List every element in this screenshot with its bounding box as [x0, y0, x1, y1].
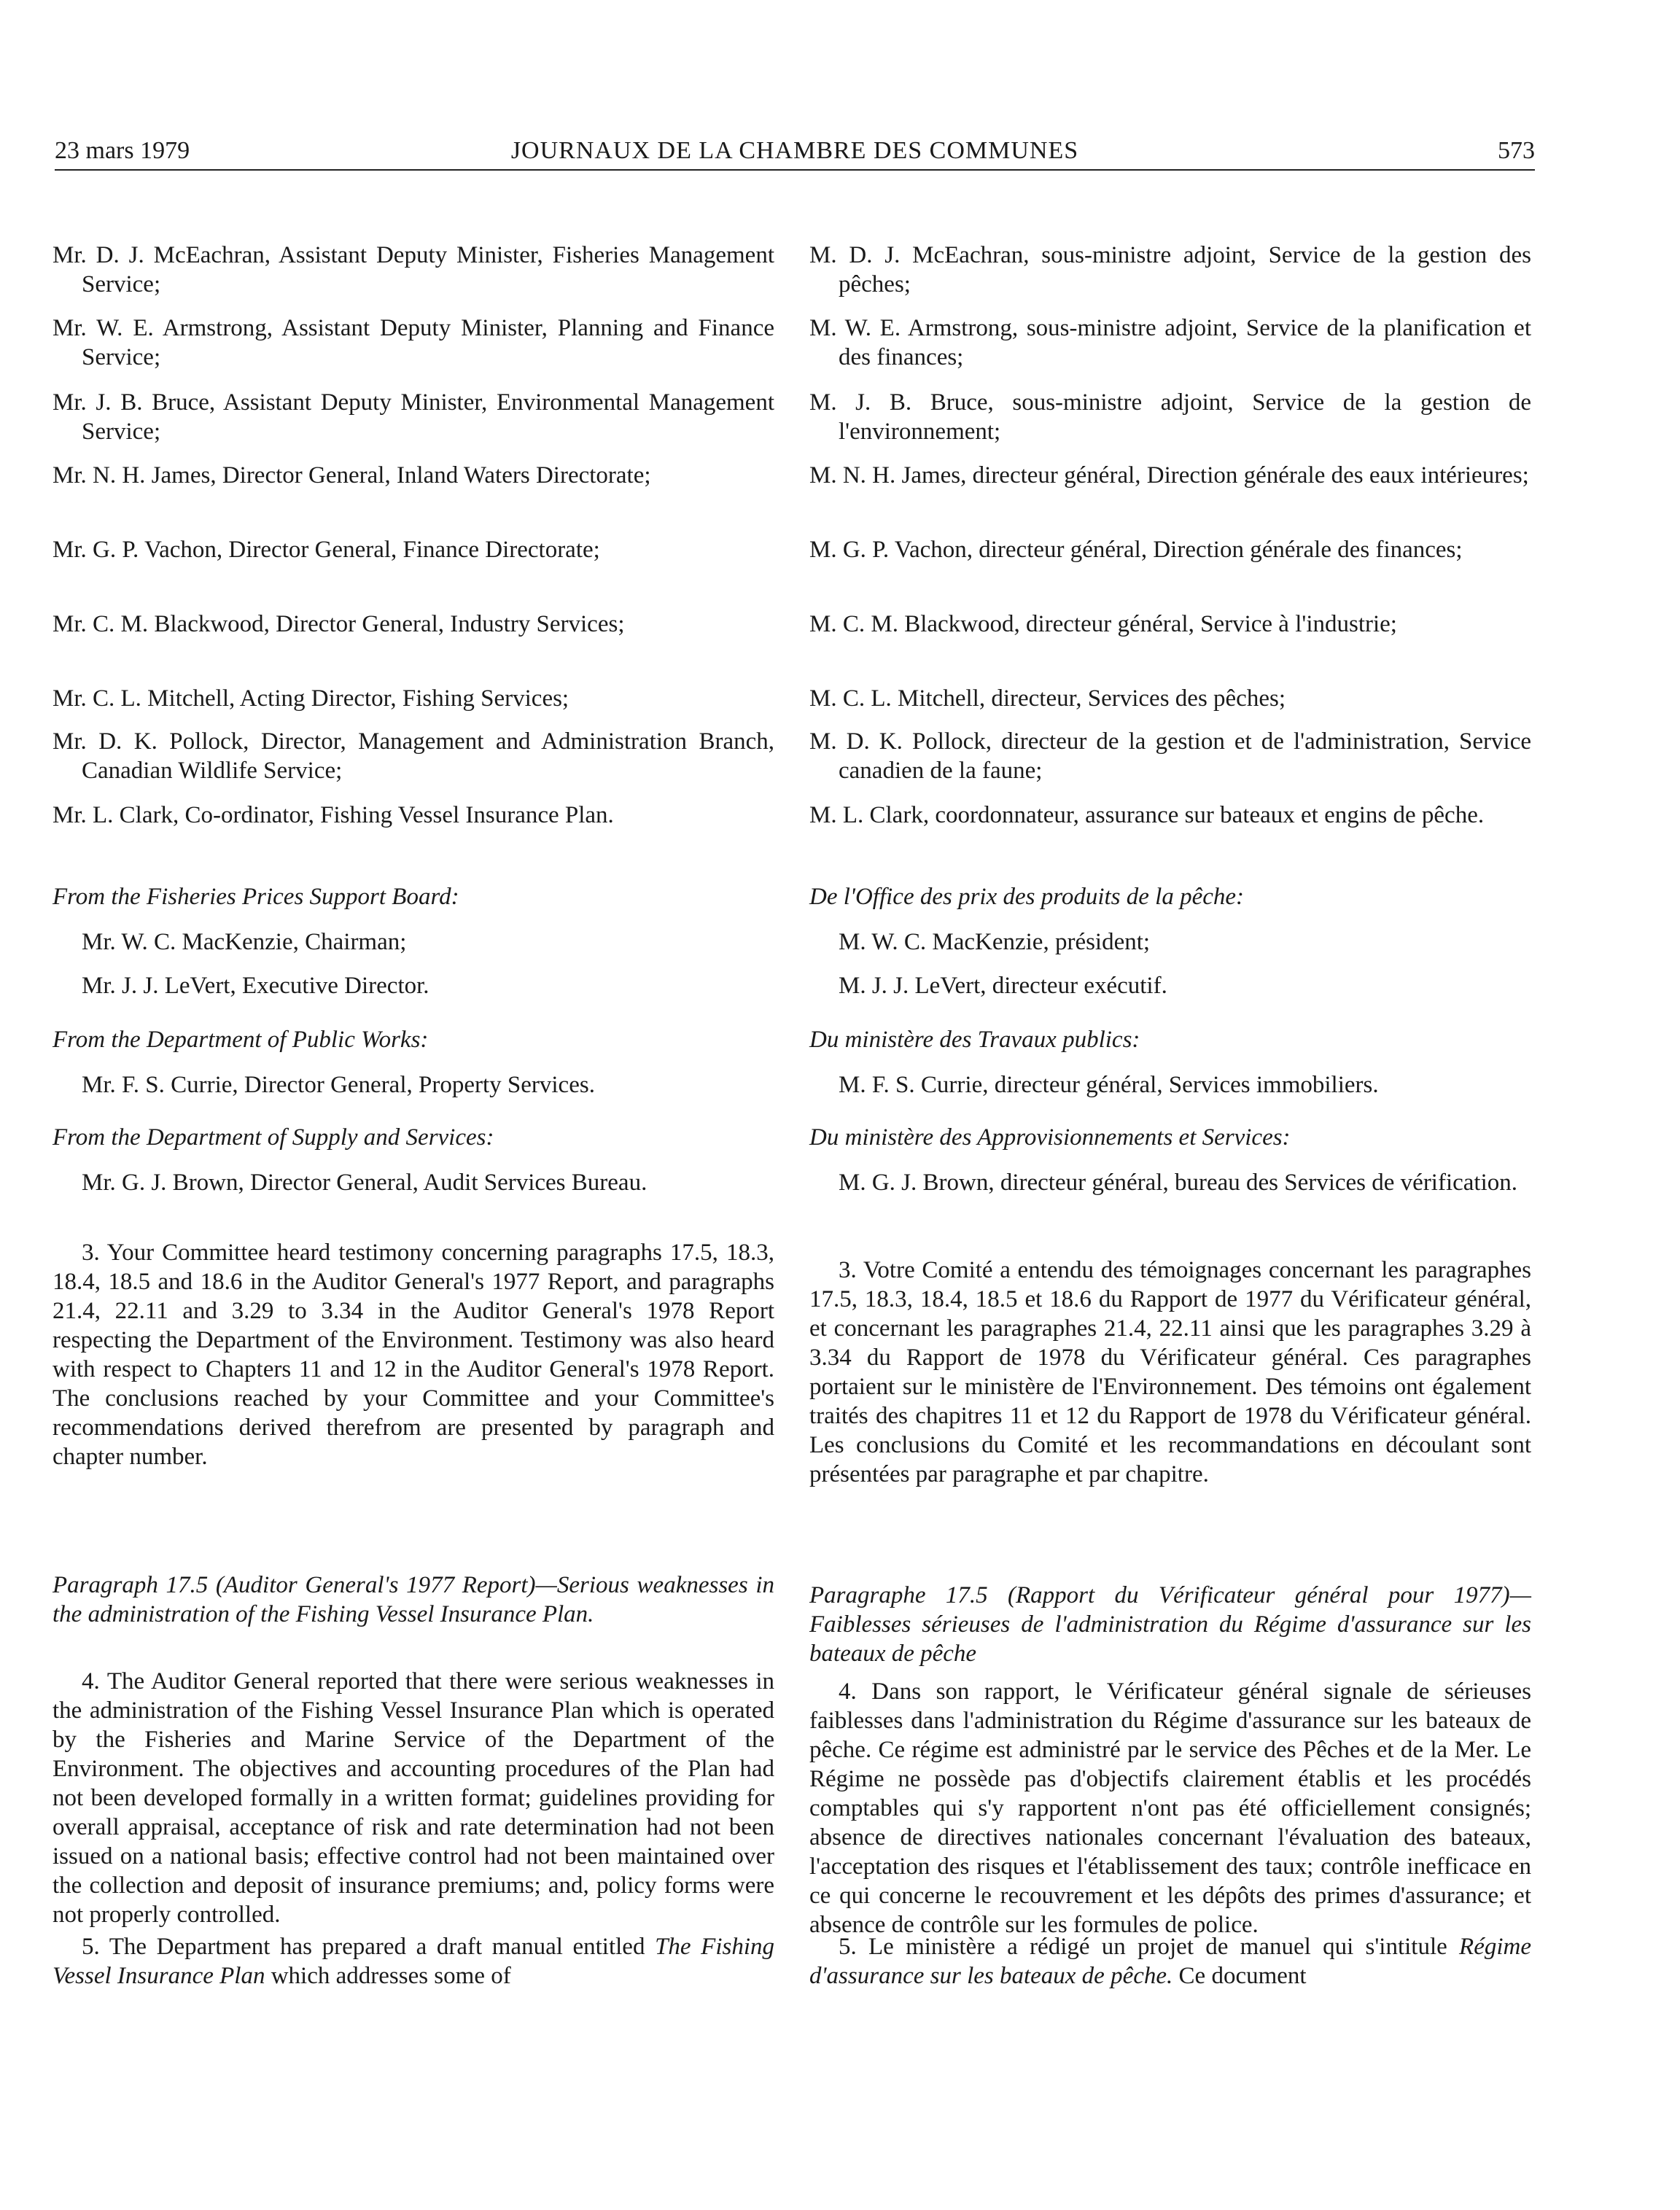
running-header	[55, 133, 1535, 171]
section-heading: From the Department of Supply and Services:	[52, 1124, 494, 1151]
witness-entry: M. J. B. Bruce, sous-ministre adjoint, Service de la gestion de l'environnement;	[809, 389, 1531, 445]
witness-entry: M. G. P. Vachon, directeur général, Direction générale des finances;	[809, 537, 1463, 563]
witness-entry: Mr. J. B. Bruce, Assistant Deputy Minister, Environmental Management Service;	[52, 389, 774, 445]
witness-entry: Mr. C. L. Mitchell, Acting Director, Fishing Services;	[52, 685, 569, 712]
paragraph-5: 5. The Department has prepared a draft manual entitled The Fishing Vessel Insurance Plan which addresses some of	[52, 1934, 774, 1989]
paragraph-5: 5. Le ministère a rédigé un projet de manuel qui s'intitule Régime d'assurance sur les bateaux de pêche. Ce document	[809, 1934, 1531, 1989]
witness-entry: M. J. J. LeVert, directeur exécutif.	[839, 973, 1167, 999]
paragraph-3: 3. Your Committee heard testimony concerning paragraphs 17.5, 18.3, 18.4, 18.5 and 18.6 in the Auditor General's 1977 Report, and paragraphs 21.4, 22.11 and 3.29 to 3.34 in the Auditor General's 1978 Report respecting the Department of the Environment. Testimony was also heard with respect to Chapters 11 and 12 in the Auditor General's 1978 Report. The conclusions reached by your Committee and your Committee's recommendations derived therefrom are presented by paragraph and chapter number.	[52, 1240, 774, 1470]
witness-entry: M. F. S. Currie, directeur général, Services immobiliers.	[839, 1072, 1379, 1098]
paragraph-3: 3. Votre Comité a entendu des témoignages concernant les paragraphes 17.5, 18.3, 18.4, 18.5 et 18.6 du Rapport de 1977 du Vérificateur général, et concernant les paragraphes 21.4, 22.11 ainsi que les paragraphes 3.29 à 3.34 du Rapport de 1978 du Vérificateur général. Ces paragraphes portaient sur le ministère de l'Environnement. Des témoins ont également traités des chapitres 11 et 12 du Rapport de 1978 du Vérificateur général. Les conclusions du Comité et les recommandations en découlant sont présentées par paragraphe et par chapitre.	[809, 1257, 1531, 1487]
paragraph-4: 4. Dans son rapport, le Vérificateur général signale de sérieuses faiblesses dans l'administration du Régime d'assurance sur les bateaux de pêche. Ce régime est administré par le service des Pêches et de la Mer. Le Régime ne possède pas d'objectifs clairement établis et les procédés comptables qui s'y rapportent n'ont pas été officiellement consignés; absence de directives nationales concernant l'évaluation des bateaux, l'acceptation des risques et l'établissement des taux; contrôle inefficace en ce qui concerne le recouvrement et les dépôts des primes d'assurance; et absence de contrôle sur les formules de police.	[809, 1678, 1531, 1938]
section-heading: Du ministère des Travaux publics:	[809, 1027, 1140, 1053]
witness-entry: Mr. L. Clark, Co-ordinator, Fishing Vessel Insurance Plan.	[52, 802, 614, 828]
witness-entry: Mr. F. S. Currie, Director General, Property Services.	[82, 1072, 595, 1098]
page-number: 573	[1498, 137, 1535, 164]
paragraph-heading: Paragraph 17.5 (Auditor General's 1977 Report)—Serious weaknesses in the administration of the Fishing Vessel Insurance Plan.	[52, 1572, 774, 1627]
section-heading: From the Fisheries Prices Support Board:	[52, 884, 459, 910]
witness-entry: M. C. L. Mitchell, directeur, Services des pêches;	[809, 685, 1286, 712]
witness-entry: M. G. J. Brown, directeur général, bureau des Services de vérification.	[839, 1170, 1518, 1196]
witness-entry: Mr. W. C. MacKenzie, Chairman;	[82, 929, 407, 955]
witness-entry: Mr. N. H. James, Director General, Inland Waters Directorate;	[52, 462, 651, 489]
header-date: 23 mars 1979	[55, 137, 190, 164]
witness-entry: M. D. K. Pollock, directeur de la gestion et de l'administration, Service canadien de la faune;	[809, 728, 1531, 784]
witness-entry: Mr. C. M. Blackwood, Director General, Industry Services;	[52, 611, 625, 637]
witness-entry: M. C. M. Blackwood, directeur général, Service à l'industrie;	[809, 611, 1397, 637]
paragraph-4: 4. The Auditor General reported that there were serious weaknesses in the administration of the Fishing Vessel Insurance Plan which is operated by the Fisheries and Marine Service of the Department of the Environment. The objectives and accounting procedures of the Plan had not been developed formally in a written format; guidelines providing for overall appraisal, acceptance of risk and rate determination had not been issued on a national basis; effective control had not been maintained over the collection and deposit of insurance premiums; and, policy forms were not properly controlled.	[52, 1668, 774, 1928]
section-heading: Du ministère des Approvisionnements et Services:	[809, 1124, 1291, 1151]
witness-entry: Mr. G. J. Brown, Director General, Audit Services Bureau.	[82, 1170, 648, 1196]
manual-title: Régime d'assurance sur les bateaux de pêche.	[809, 1934, 1531, 1989]
header-title: JOURNAUX DE LA CHAMBRE DES COMMUNES	[510, 137, 1079, 164]
witness-entry: M. L. Clark, coordonnateur, assurance sur bateaux et engins de pêche.	[809, 802, 1485, 828]
witness-entry: Mr. W. E. Armstrong, Assistant Deputy Minister, Planning and Finance Service;	[52, 315, 774, 370]
witness-entry: M. W. E. Armstrong, sous-ministre adjoint, Service de la planification et des finances;	[809, 315, 1531, 370]
witness-entry: Mr. G. P. Vachon, Director General, Finance Directorate;	[52, 537, 600, 563]
witness-entry: M. D. J. McEachran, sous-ministre adjoint, Service de la gestion des pêches;	[809, 242, 1531, 297]
witness-entry: M. N. H. James, directeur général, Direction générale des eaux intérieures;	[809, 462, 1529, 489]
witness-entry: Mr. D. K. Pollock, Director, Management and Administration Branch, Canadian Wildlife Service;	[52, 728, 774, 784]
section-heading: De l'Office des prix des produits de la pêche:	[809, 884, 1245, 910]
manual-title: The Fishing Vessel Insurance Plan	[52, 1934, 774, 1989]
paragraph-heading: Paragraphe 17.5 (Rapport du Vérificateur général pour 1977)—Faiblesses sérieuses de l'administration du Régime d'assurance sur les bateaux de pêche	[809, 1582, 1531, 1667]
witness-entry: Mr. J. J. LeVert, Executive Director.	[82, 973, 429, 999]
section-heading: From the Department of Public Works:	[52, 1027, 429, 1053]
witness-entry: Mr. D. J. McEachran, Assistant Deputy Minister, Fisheries Management Service;	[52, 242, 774, 297]
witness-entry: M. W. C. MacKenzie, président;	[839, 929, 1151, 955]
